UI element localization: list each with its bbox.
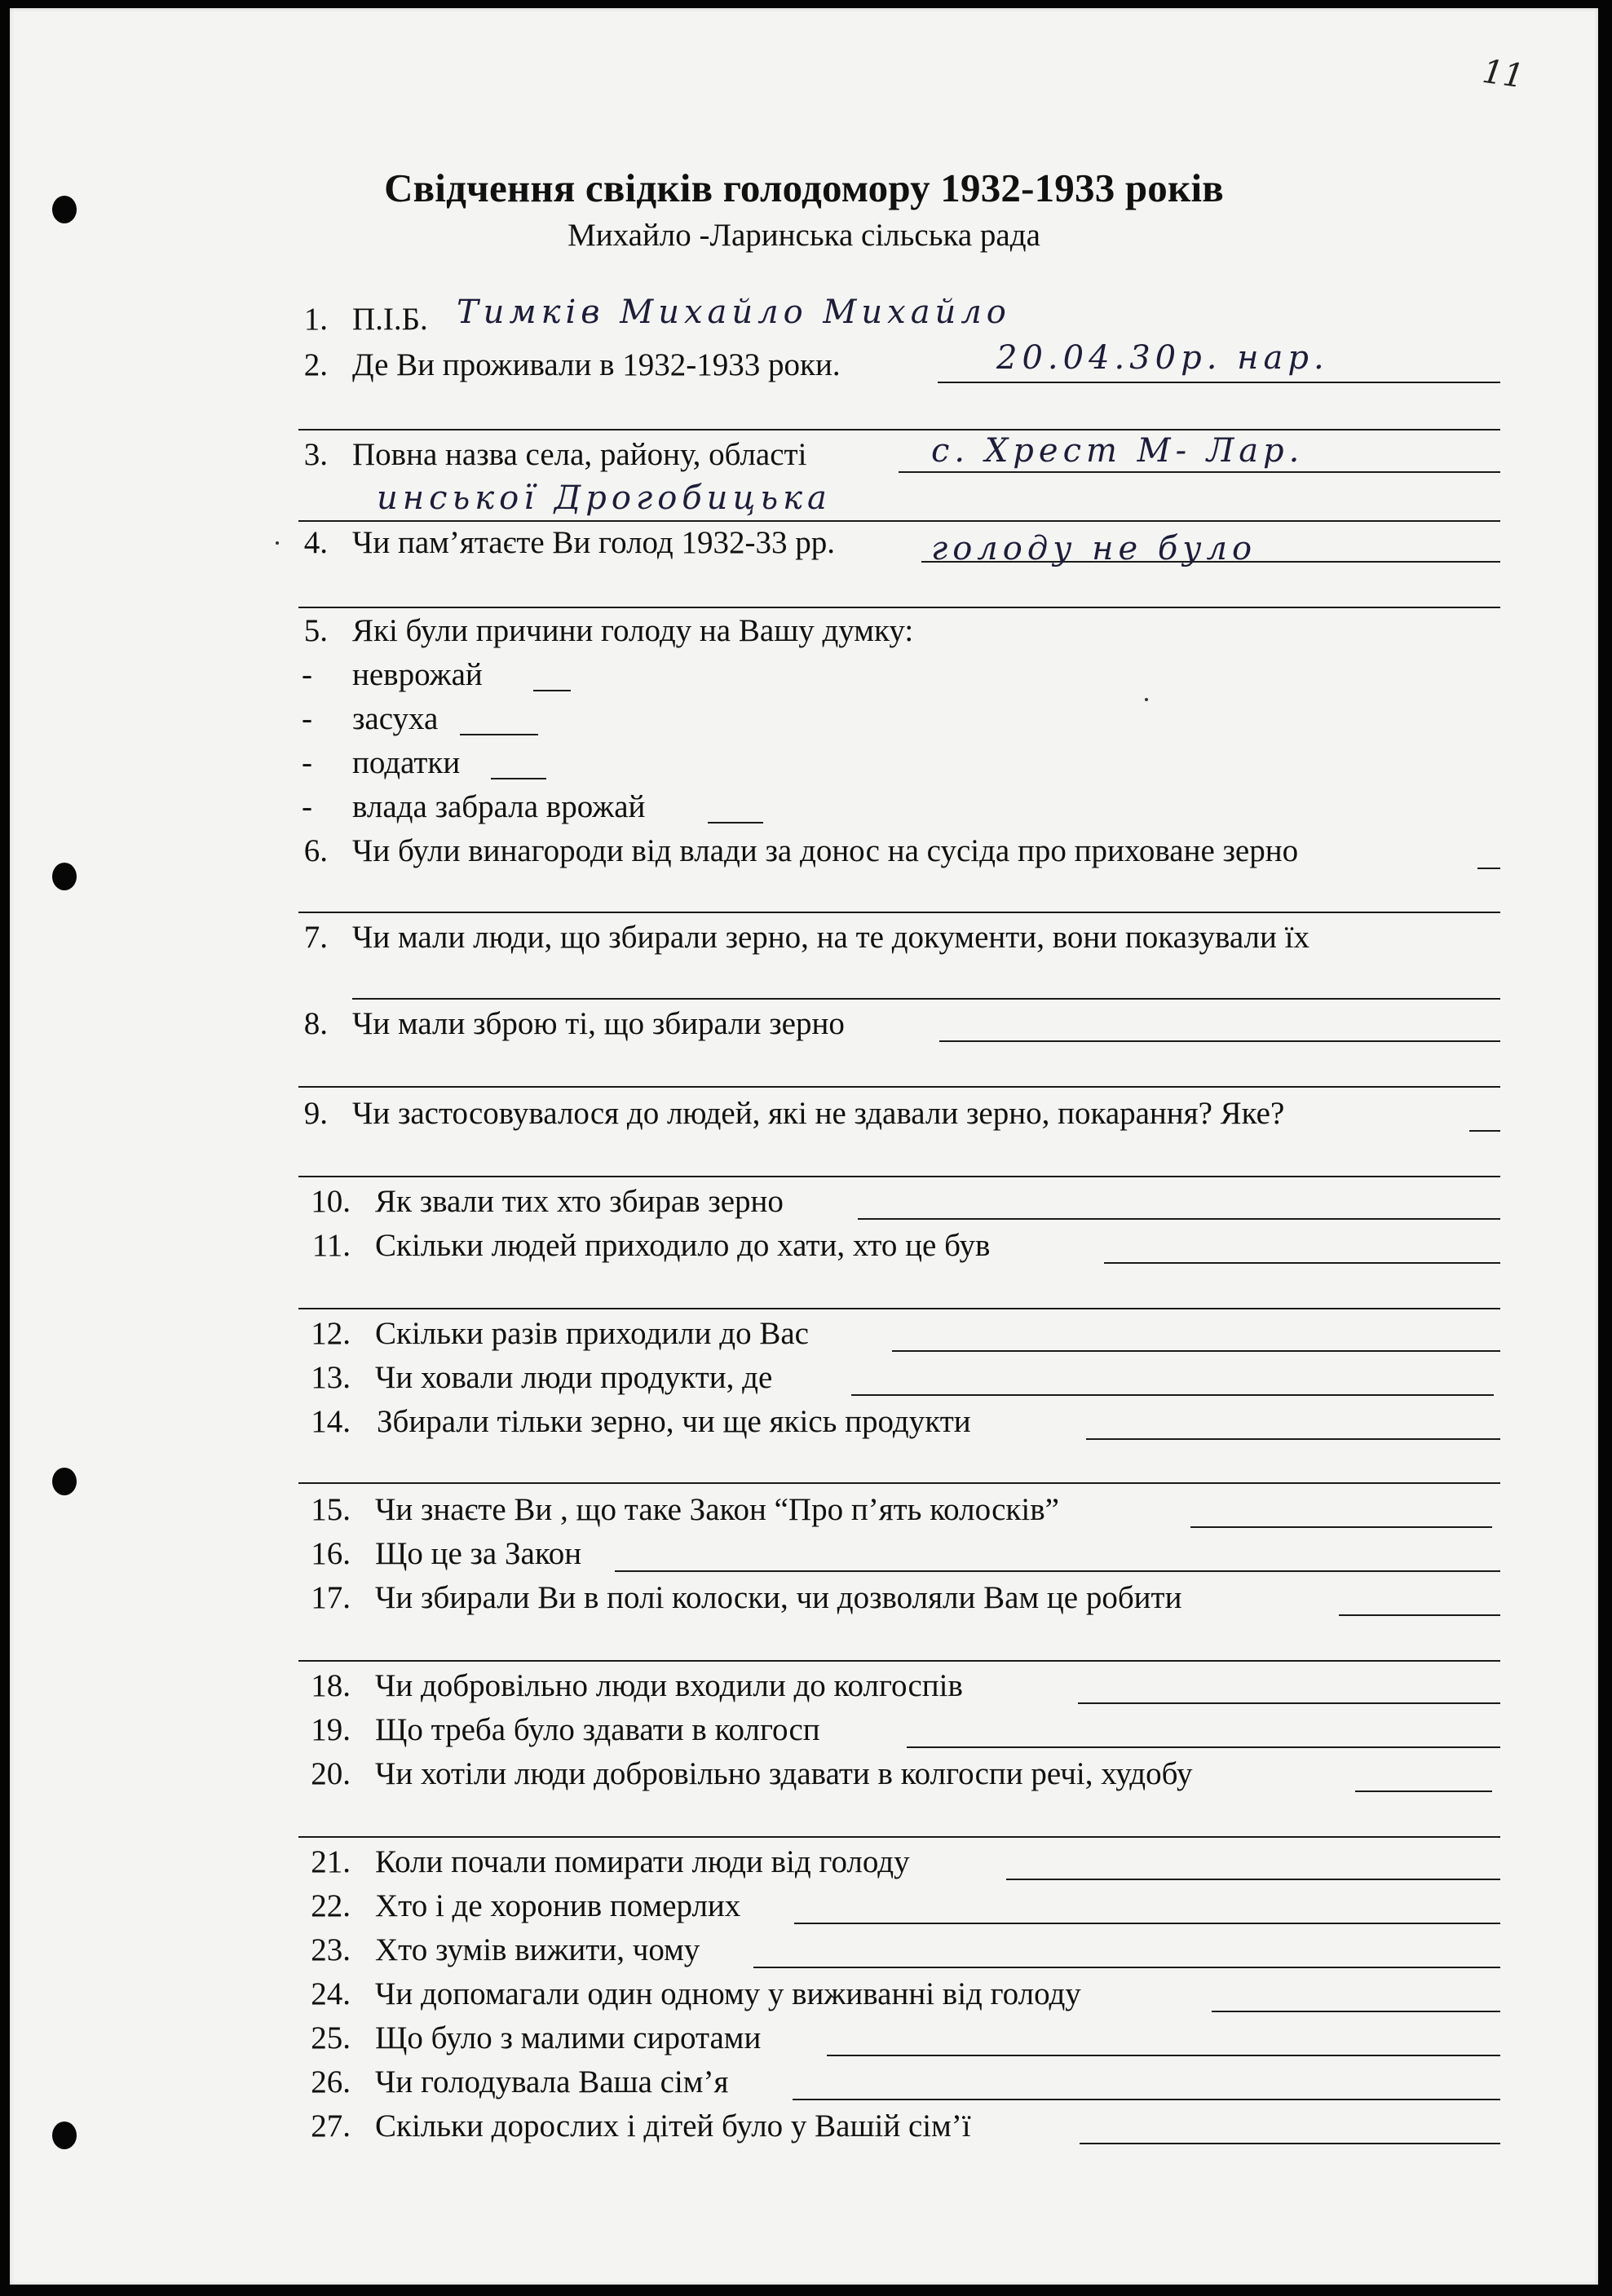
answer-line[interactable] (907, 1746, 1500, 1748)
answer-line[interactable] (1339, 1614, 1500, 1616)
cause-label: влада забрала врожай (352, 789, 646, 824)
question-text: Коли почали помирати люди від голоду (375, 1844, 910, 1879)
answer-line[interactable] (298, 429, 1500, 430)
cause-checkline[interactable] (533, 690, 571, 691)
answer-line[interactable] (1355, 1790, 1492, 1792)
ink-dot (1145, 698, 1148, 701)
answer-line[interactable] (352, 998, 1500, 1000)
answer-line[interactable] (851, 1394, 1494, 1396)
question-text: Чи пам’ятаєте Ви голод 1932-33 рр. (352, 525, 835, 560)
question-text: Скільки дорослих і дітей було у Вашій сім’ї (375, 2108, 971, 2144)
question-text: Чи голодувала Ваша сім’я (375, 2064, 729, 2100)
page-number: 11 (1480, 52, 1526, 96)
answer-line[interactable] (1006, 1879, 1500, 1880)
question-text: Де Ви проживали в 1932-1933 роки. (352, 347, 841, 382)
question-number: 4. (303, 525, 328, 560)
question-number: 27. (311, 2108, 351, 2144)
question-text: Чи мали зброю ті, що збирали зерно (352, 1006, 845, 1041)
question-number: 21. (311, 1844, 351, 1879)
handwritten-answer-region: инської Дрогобицька (377, 479, 832, 517)
answer-line[interactable] (938, 382, 1500, 383)
answer-line[interactable] (1078, 1702, 1500, 1704)
question-text: Чи ховали люди продукти, де (375, 1360, 773, 1395)
question-number: 12. (311, 1316, 351, 1351)
question-number: 7. (303, 920, 328, 955)
question-text: Збирали тільки зерно, чи ще якісь продукти (377, 1404, 971, 1439)
question-text: Чи хотіли люди добровільно здавати в колгоспи речі, худобу (375, 1756, 1193, 1791)
answer-line[interactable] (1212, 2011, 1500, 2012)
handwritten-answer-famine: голоду не було (931, 530, 1257, 567)
punch-hole (52, 863, 77, 890)
question-text: Скільки людей приходило до хати, хто це був (375, 1228, 991, 1263)
answer-line[interactable] (1469, 1130, 1500, 1132)
handwritten-answer-village: с. Хрест М- Лар. (931, 432, 1305, 470)
punch-hole (52, 2122, 77, 2149)
question-number: 2. (303, 347, 328, 382)
ink-dot (276, 541, 279, 545)
question-number: 1. (303, 302, 328, 337)
questionnaire-page (10, 8, 1598, 2285)
answer-line[interactable] (1104, 1262, 1500, 1264)
question-number: 8. (303, 1006, 328, 1041)
question-number: 17. (311, 1580, 351, 1615)
question-text: Що це за Закон (375, 1536, 582, 1571)
question-text: Чи знаєте Ви , що таке Закон “Про п’ять колосків” (375, 1492, 1059, 1527)
answer-line[interactable] (1080, 2143, 1500, 2144)
question-number: 9. (303, 1096, 328, 1131)
answer-line[interactable] (753, 1967, 1500, 1968)
question-text: Чи застосовувалося до людей, які не здавали зерно, покарання? Яке? (352, 1096, 1285, 1131)
answer-line[interactable] (298, 1836, 1500, 1838)
question-text: Чи добровільно люди входили до колгоспів (375, 1668, 963, 1703)
answer-line[interactable] (298, 607, 1500, 608)
cause-label: засуха (352, 701, 439, 736)
cause-checkline[interactable] (491, 778, 546, 779)
question-number: 6. (303, 833, 328, 868)
question-text: Що було з малими сиротами (375, 2020, 762, 2055)
answer-line[interactable] (793, 2099, 1500, 2100)
cause-label: неврожай (352, 657, 483, 692)
answer-line[interactable] (892, 1350, 1500, 1352)
question-number: 13. (311, 1360, 351, 1395)
question-text: Які були причини голоду на Вашу думку: (352, 613, 914, 648)
cause-checkline[interactable] (708, 822, 763, 823)
handwritten-answer-birthdate: 20.04.30р. нар. (996, 339, 1329, 377)
question-text: Хто зумів вижити, чому (375, 1932, 700, 1967)
answer-line[interactable] (899, 471, 1500, 473)
answer-line[interactable] (298, 1660, 1500, 1662)
village-council-subtitle: Михайло -Ларинська сільська рада (568, 218, 1040, 253)
answer-line[interactable] (615, 1570, 1500, 1572)
question-number: 15. (311, 1492, 351, 1527)
handwritten-answer-name: Тимків Михайло Михайло (457, 294, 1011, 331)
question-text: П.І.Б. (352, 302, 428, 337)
question-text: Чи збирали Ви в полі колоски, чи дозволяли Вам це робити (375, 1580, 1182, 1615)
question-text: Чи були винагороди від влади за донос на сусіда про приховане зерно (352, 833, 1299, 868)
question-number: 16. (311, 1536, 351, 1571)
question-number: 19. (311, 1712, 351, 1747)
question-number: 10. (311, 1184, 351, 1219)
question-text: Чи допомагали один одному у виживанні від голоду (375, 1976, 1081, 2011)
question-number: 24. (311, 1976, 351, 2011)
answer-line[interactable] (1086, 1438, 1500, 1440)
answer-line[interactable] (827, 2055, 1500, 2056)
answer-line[interactable] (298, 1482, 1500, 1484)
answer-line[interactable] (939, 1040, 1500, 1042)
bullet-dash: - (302, 701, 312, 736)
answer-line[interactable] (858, 1218, 1500, 1220)
question-number: 11. (311, 1228, 351, 1263)
answer-line[interactable] (794, 1923, 1500, 1924)
question-number: 14. (311, 1404, 351, 1439)
question-number: 26. (311, 2064, 351, 2100)
cause-label: податки (352, 745, 461, 780)
answer-line[interactable] (1477, 868, 1500, 869)
question-number: 25. (311, 2020, 351, 2055)
question-number: 5. (303, 613, 328, 648)
bullet-dash: - (302, 657, 312, 692)
question-text: Скільки разів приходили до Вас (375, 1316, 809, 1351)
question-text: Як звали тих хто збирав зерно (375, 1184, 784, 1219)
answer-line[interactable] (298, 1176, 1500, 1177)
bullet-dash: - (302, 789, 312, 824)
answer-line[interactable] (298, 1086, 1500, 1088)
question-text: Що треба було здавати в колгосп (375, 1712, 820, 1747)
question-number: 20. (311, 1756, 351, 1791)
question-number: 23. (311, 1932, 351, 1967)
question-text: Чи мали люди, що збирали зерно, на те документи, вони показували їх (352, 920, 1309, 955)
document-title: Свідчення свідків голодомору 1932-1933 років (384, 166, 1224, 210)
question-number: 3. (303, 437, 328, 472)
question-text: Повна назва села, району, області (352, 437, 807, 472)
question-text: Хто і де хоронив померлих (375, 1888, 741, 1923)
answer-line[interactable] (298, 520, 1500, 522)
answer-line[interactable] (298, 912, 1500, 913)
cause-checkline[interactable] (460, 734, 538, 735)
question-number: 18. (311, 1668, 351, 1703)
answer-line[interactable] (298, 1308, 1500, 1309)
punch-hole (52, 1468, 77, 1495)
answer-line[interactable] (1190, 1526, 1492, 1528)
bullet-dash: - (302, 745, 312, 780)
question-number: 22. (311, 1888, 351, 1923)
